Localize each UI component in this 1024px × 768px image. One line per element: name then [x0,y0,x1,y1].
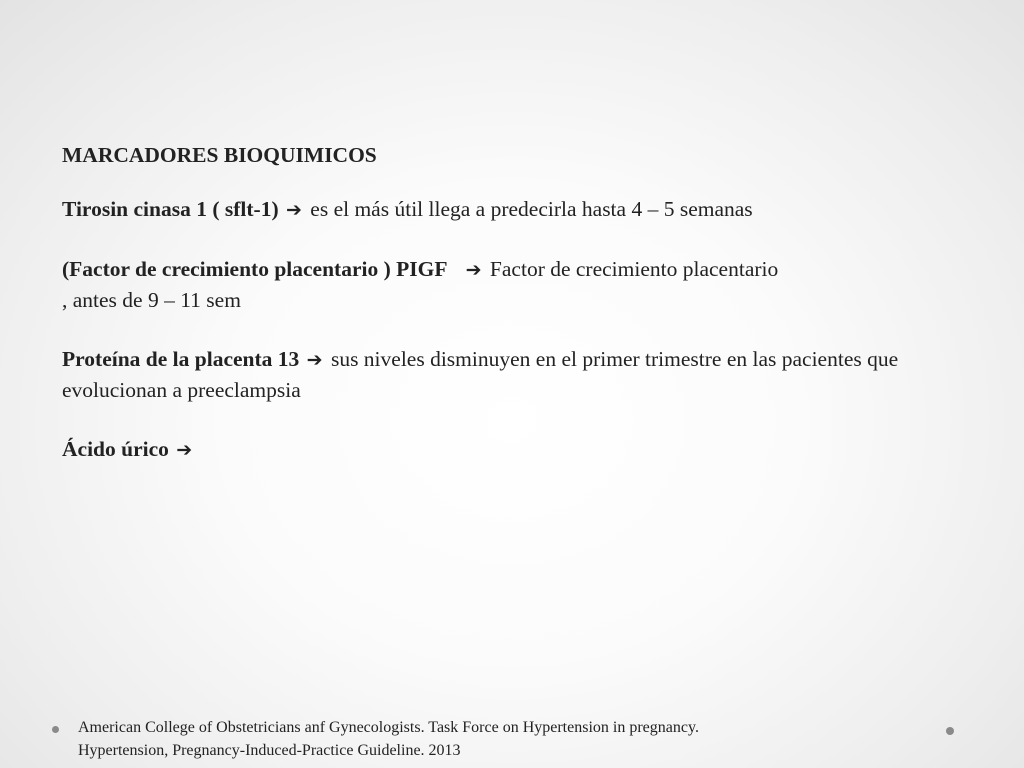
marker-term: Tirosin cinasa 1 ( sflt-1) [62,197,279,221]
marker-description: sus niveles disminuyen en el primer trimestre en las pacientes que evolucionan a preeclampsia [62,347,899,402]
slide-heading: MARCADORES BIOQUIMICOS [62,143,377,167]
marker-term: Ácido úrico [62,437,169,461]
marker-item-sflt1 [62,194,982,225]
marker-continuation: , antes de 9 – 11 sem [62,288,241,312]
right-arrow-icon: ➔ [285,199,302,221]
reference-line-1: American College of Obstetricians anf Gynecologists. Task Force on Hypertension in pregnancy. [78,719,699,736]
marker-item-pigf [62,254,982,315]
bullet-icon [52,726,59,733]
right-arrow-icon: ➔ [465,259,482,281]
marker-item-pp13 [62,344,982,405]
slide-dot-icon [946,727,954,735]
right-arrow-icon: ➔ [176,439,193,461]
marker-term: Proteína de la placenta 13 [62,347,300,371]
marker-description: Factor de crecimiento placentario [489,257,779,281]
footer-reference [62,716,962,762]
marker-description: es el más útil llega a predecirla hasta 4 – 5 semanas [310,197,753,221]
marker-term: (Factor de crecimiento placentario ) PIGF [62,257,448,281]
slide-content [62,140,982,494]
reference-line-2: Hypertension, Pregnancy-Induced-Practice Guideline. 2013 [78,742,461,759]
marker-item-uric-acid [62,434,982,465]
right-arrow-icon: ➔ [306,349,323,371]
